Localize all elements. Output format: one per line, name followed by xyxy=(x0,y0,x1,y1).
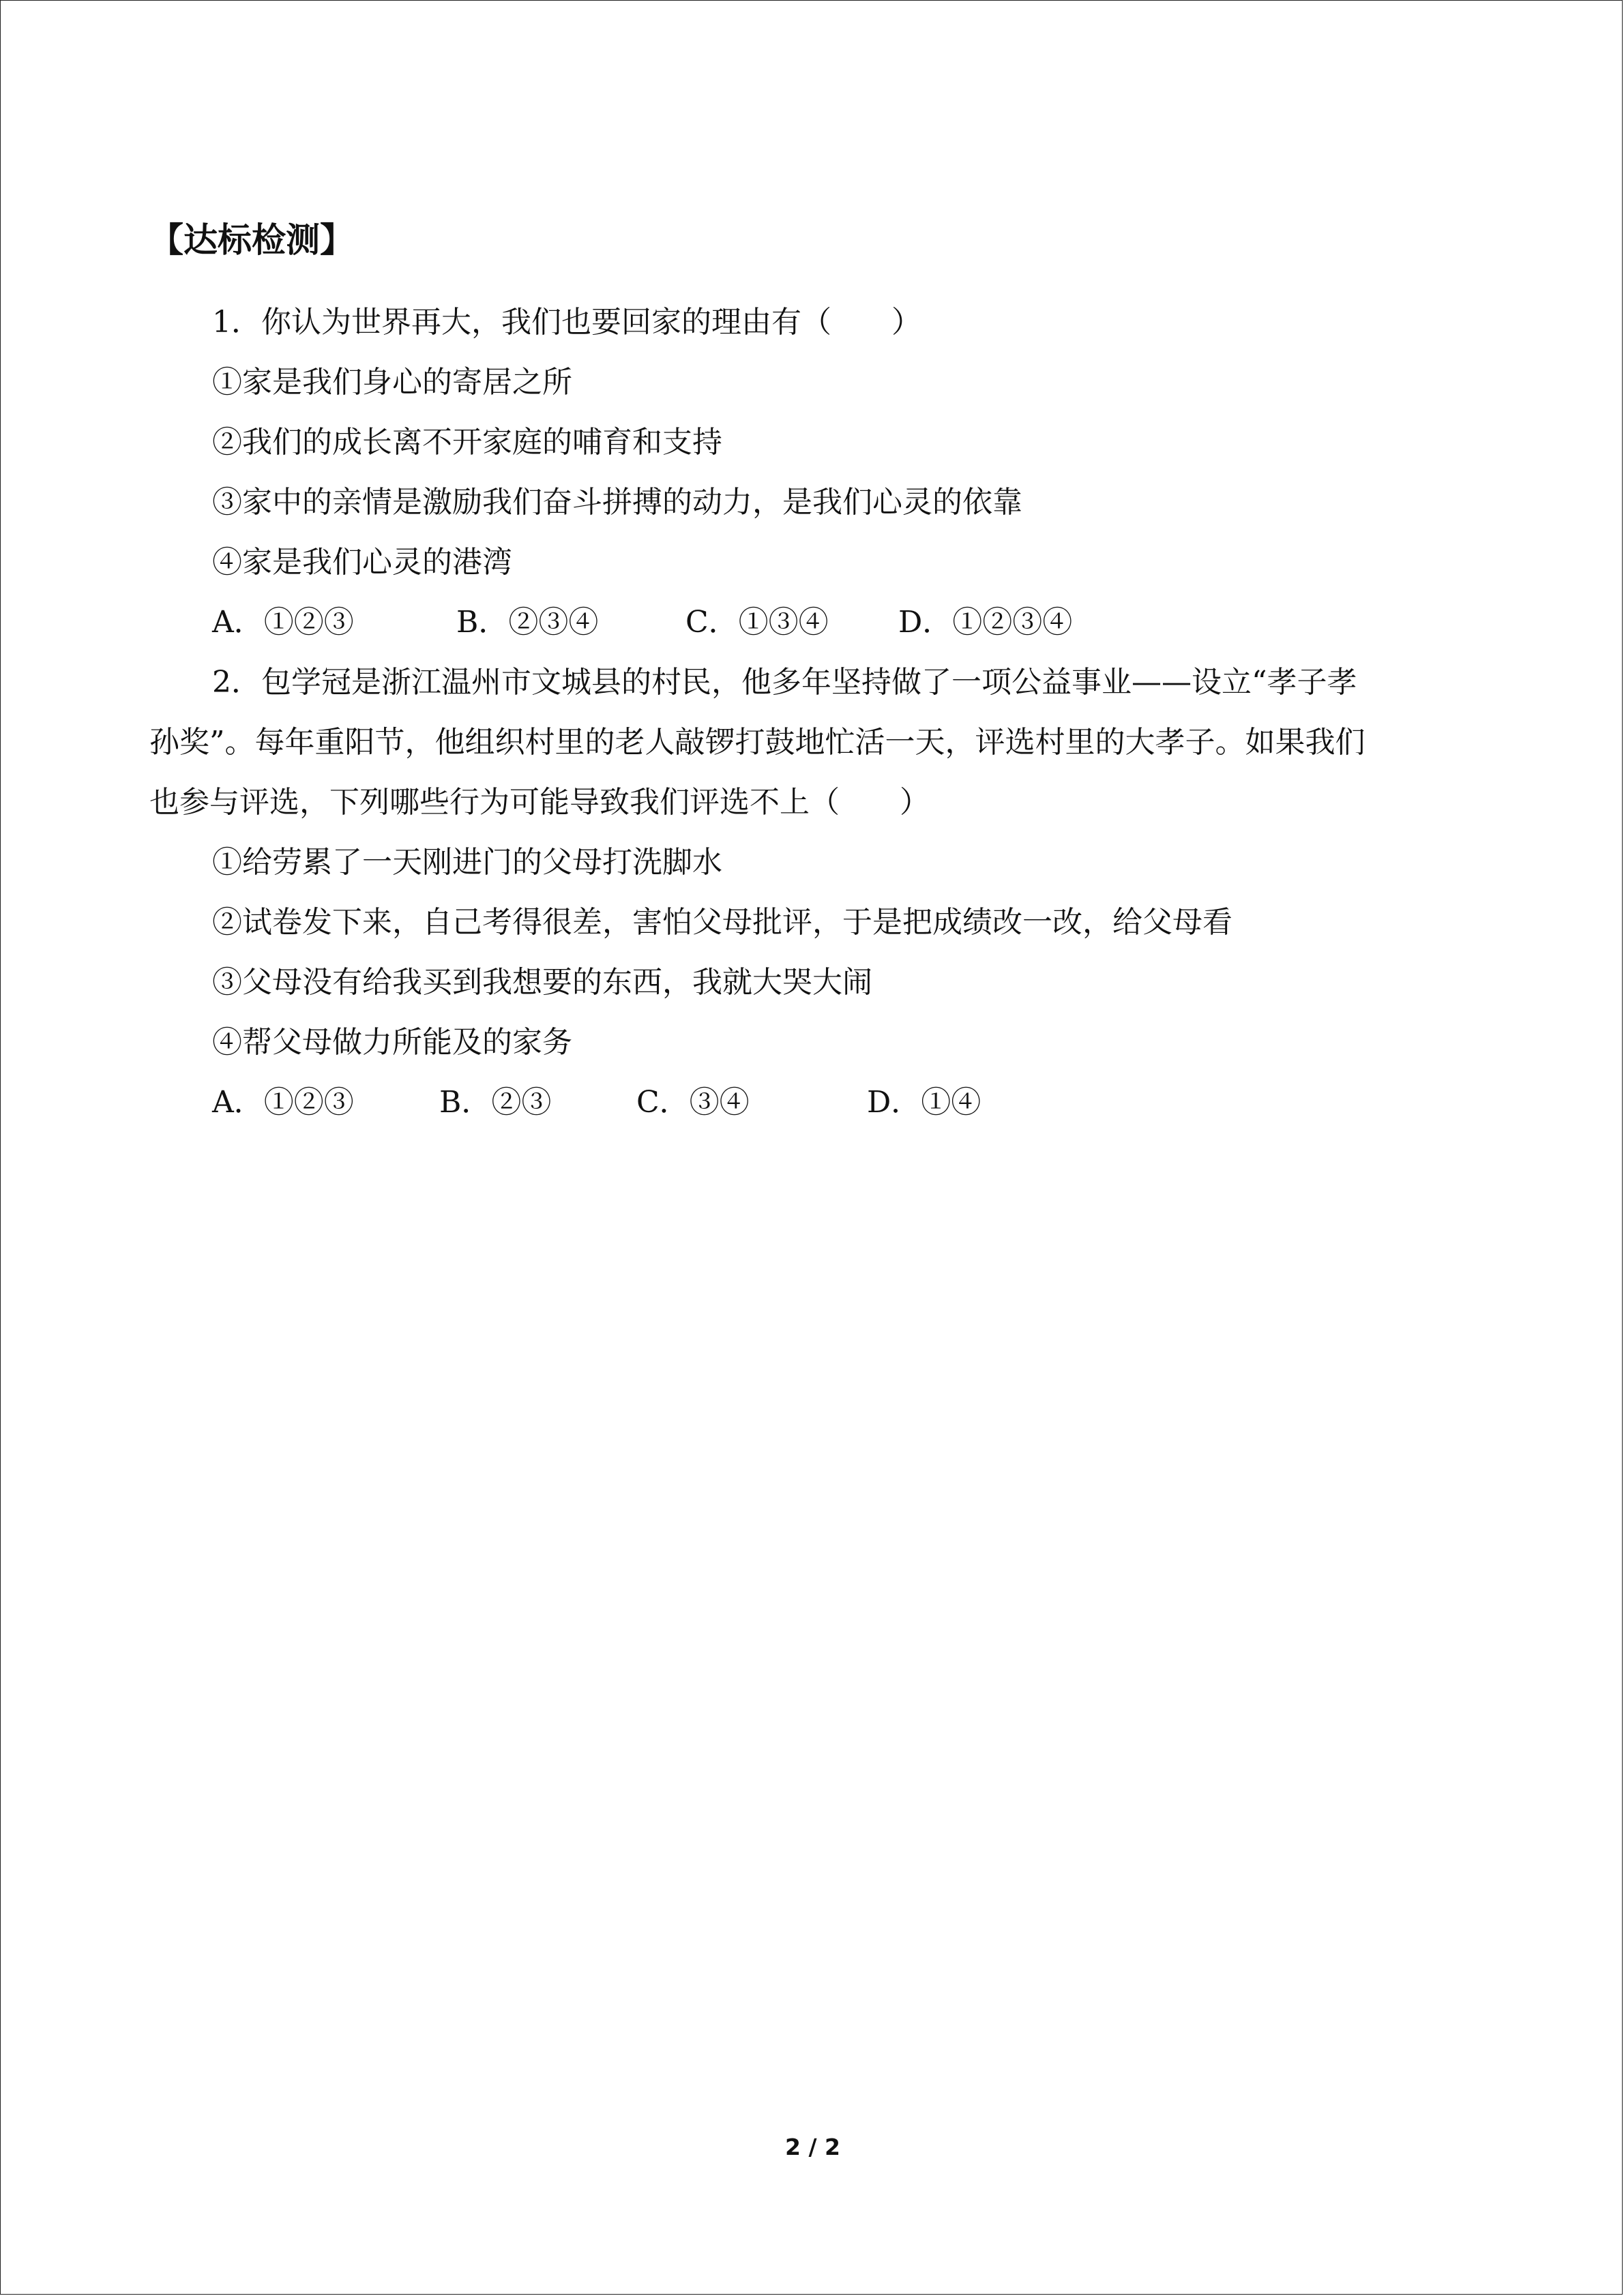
question-2-option-b: B．②③ xyxy=(439,1085,552,1120)
question-2-item-2: ②试卷发下来，自己考得很差，害怕父母批评，于是把成绩改一改，给父母看 xyxy=(212,905,1232,940)
question-1-item-3: ③家中的亲情是激励我们奋斗拼搏的动力，是我们心灵的依靠 xyxy=(212,485,1022,520)
question-2-stem-line-3: 也参与评选，下列哪些行为可能导致我们评选不上（ ） xyxy=(149,785,930,820)
question-2-options xyxy=(1,1073,1624,1133)
question-1-item-1: ①家是我们身心的寄居之所 xyxy=(212,365,572,400)
section-title: 【达标检测】 xyxy=(149,220,354,260)
question-1-stem: 1．你认为世界再大，我们也要回家的理由有（ ） xyxy=(212,305,921,340)
question-1-options xyxy=(1,593,1624,653)
question-2-item-3: ③父母没有给我买到我想要的东西，我就大哭大闹 xyxy=(212,965,872,1000)
question-1-option-a: A．①②③ xyxy=(212,605,354,640)
question-2-option-d: D．①④ xyxy=(867,1085,981,1120)
question-1-option-b: B．②③④ xyxy=(456,605,599,640)
question-2-item-4: ④帮父母做力所能及的家务 xyxy=(212,1025,572,1060)
page-number: 2 / 2 xyxy=(785,2134,840,2160)
question-1-option-c: C．①③④ xyxy=(685,605,829,640)
question-2-stem-line-1: 2．包学冠是浙江温州市文城县的村民，他多年坚持做了一项公益事业——设立“孝子孝 xyxy=(212,665,1357,700)
question-1-option-d: D．①②③④ xyxy=(898,605,1073,640)
question-2-item-1: ①给劳累了一天刚进门的父母打洗脚水 xyxy=(212,845,722,880)
question-2-option-a: A．①②③ xyxy=(212,1085,354,1120)
question-2-option-c: C．③④ xyxy=(636,1085,750,1120)
question-1-item-2: ②我们的成长离不开家庭的哺育和支持 xyxy=(212,425,722,460)
question-1-item-4: ④家是我们心灵的港湾 xyxy=(212,545,512,580)
question-2-stem-line-2: 孙奖”。每年重阳节，他组织村里的老人敲锣打鼓地忙活一天，评选村里的大孝子。如果我们 xyxy=(149,725,1365,760)
